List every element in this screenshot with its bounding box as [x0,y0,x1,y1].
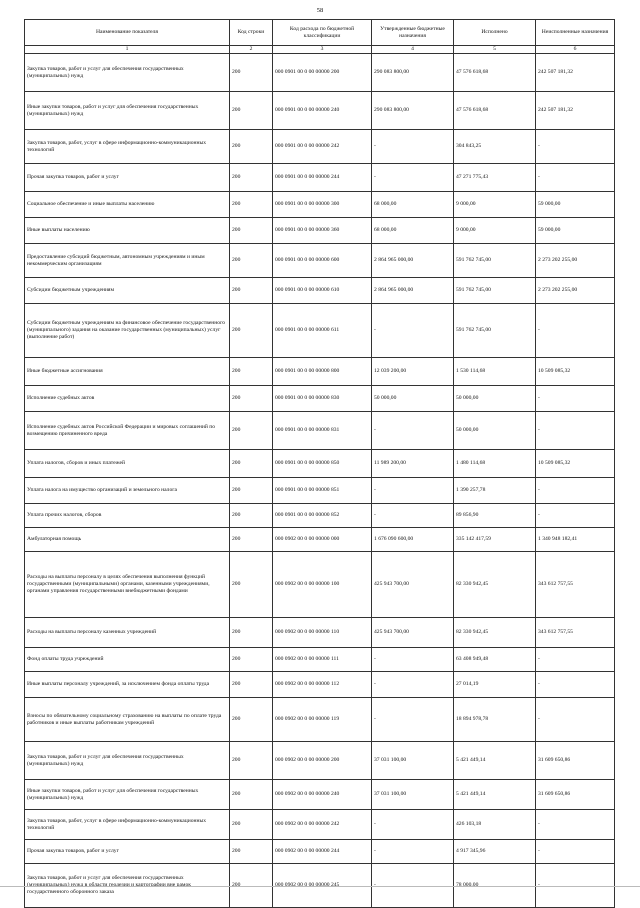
budget-execution-table [24,19,615,908]
row-line-code: 200 [230,810,273,840]
column-number: 2 [230,46,273,54]
row-line-code: 200 [230,698,273,742]
row-unexecuted-amount: - [536,130,615,164]
row-approved-amount: 2 864 965 000,00 [372,278,454,304]
row-budget-code: 000 0902 00 0 00 00000 100 [273,552,372,618]
row-approved-amount: 290 083 800,00 [372,54,454,92]
row-executed-amount: 426 103,18 [454,810,536,840]
row-name: Уплата налогов, сборов и иных платежей [25,450,230,478]
row-name: Расходы на выплаты персоналу казенных учреждений [25,618,230,648]
row-approved-amount: - [372,864,454,908]
page-number: 58 [316,7,324,14]
row-approved-amount: - [372,164,454,192]
table-row [25,164,615,192]
row-line-code: 200 [230,840,273,864]
row-line-code: 200 [230,618,273,648]
row-unexecuted-amount: - [536,698,615,742]
row-line-code: 200 [230,864,273,908]
row-budget-code: 000 0901 00 0 00 00000 852 [273,504,372,528]
table-row [25,412,615,450]
row-unexecuted-amount: 1 340 948 182,41 [536,528,615,552]
row-executed-amount: 47 576 618,68 [454,54,536,92]
row-unexecuted-amount: 31 609 650,86 [536,742,615,780]
row-budget-code: 000 0901 00 0 00 00000 300 [273,192,372,218]
table-row [25,278,615,304]
table-row [25,648,615,672]
row-executed-amount: 5 421 449,14 [454,780,536,810]
row-executed-amount: 335 142 417,59 [454,528,536,552]
row-budget-code: 000 0902 00 0 00 00000 200 [273,742,372,780]
row-unexecuted-amount: 2 273 202 255,00 [536,244,615,278]
row-executed-amount: 78 000,00 [454,864,536,908]
row-name: Амбулаторная помощь [25,528,230,552]
row-name: Закупка товаров, работ и услуг для обеспечения государственных (муниципальных) нужд в области геодезии и картографии вне рамок государственного оборонного заказа [25,864,230,908]
row-name: Взносы по обязательному социальному страхованию на выплаты по оплате труда работников и иные выплаты работникам учреждений [25,698,230,742]
column-number: 6 [536,46,615,54]
table-row [25,840,615,864]
row-unexecuted-amount: - [536,648,615,672]
row-name: Расходы на выплаты персоналу в целях обеспечения выполнения функций государственными (муниципальными) органами, казенными учреждениями, органами управления государственными внебюджетными фондами [25,552,230,618]
row-name: Уплата налога на имущество организаций и земельного налога [25,478,230,504]
page-bottom-rule [0,886,640,887]
row-budget-code: 000 0902 00 0 00 00000 110 [273,618,372,648]
row-approved-amount: - [372,840,454,864]
table-row [25,780,615,810]
row-budget-code: 000 0901 00 0 00 00000 200 [273,54,372,92]
table-row [25,244,615,278]
row-line-code: 200 [230,478,273,504]
row-unexecuted-amount: - [536,810,615,840]
row-budget-code: 000 0901 00 0 00 00000 800 [273,358,372,386]
header-budget-code: Код расхода по бюджетной классификации [273,20,372,46]
row-approved-amount: - [372,130,454,164]
row-name: Закупка товаров, работ, услуг в сфере информационно-коммуникационных технологий [25,810,230,840]
row-executed-amount: 50 000,00 [454,412,536,450]
table-row [25,742,615,780]
row-executed-amount: 9 000,00 [454,218,536,244]
row-line-code: 200 [230,780,273,810]
row-approved-amount: 12 039 200,00 [372,358,454,386]
table-row [25,450,615,478]
row-line-code: 200 [230,218,273,244]
row-approved-amount: 68 000,00 [372,218,454,244]
row-name: Предоставление субсидий бюджетным, автономным учреждениям и иным некоммерческим организациям [25,244,230,278]
row-approved-amount: 2 864 965 000,00 [372,244,454,278]
header-executed: Исполнено [454,20,536,46]
row-budget-code: 000 0901 00 0 00 00000 831 [273,412,372,450]
header-name: Наименование показателя [25,20,230,46]
row-approved-amount: - [372,810,454,840]
row-executed-amount: 27 014,19 [454,672,536,698]
column-number: 4 [372,46,454,54]
table-row [25,672,615,698]
row-approved-amount: - [372,648,454,672]
row-approved-amount: - [372,304,454,358]
row-budget-code: 000 0902 00 0 00 00000 000 [273,528,372,552]
table-row [25,92,615,130]
row-line-code: 200 [230,386,273,412]
row-unexecuted-amount: 343 612 757,55 [536,552,615,618]
column-number: 3 [273,46,372,54]
row-name: Иные закупки товаров, работ и услуг для обеспечения государственных (муниципальных) нужд [25,780,230,810]
row-unexecuted-amount: 242 507 181,32 [536,92,615,130]
row-unexecuted-amount: - [536,386,615,412]
table-row [25,618,615,648]
row-budget-code: 000 0902 00 0 00 00000 112 [273,672,372,698]
row-executed-amount: 1 480 114,68 [454,450,536,478]
row-line-code: 200 [230,92,273,130]
row-budget-code: 000 0901 00 0 00 00000 600 [273,244,372,278]
header-unexecuted: Неисполненные назначения [536,20,615,46]
row-budget-code: 000 0901 00 0 00 00000 244 [273,164,372,192]
row-executed-amount: 18 894 978,78 [454,698,536,742]
row-approved-amount: - [372,672,454,698]
row-name: Исполнение судебных актов Российской Федерации и мировых соглашений по возмещению причиненного вреда [25,412,230,450]
row-budget-code: 000 0902 00 0 00 00000 111 [273,648,372,672]
row-line-code: 200 [230,552,273,618]
row-name: Иные выплаты населению [25,218,230,244]
row-executed-amount: 50 000,00 [454,386,536,412]
row-unexecuted-amount: - [536,478,615,504]
row-budget-code: 000 0901 00 0 00 00000 850 [273,450,372,478]
table-row [25,810,615,840]
row-line-code: 200 [230,672,273,698]
row-executed-amount: 591 762 745,00 [454,304,536,358]
column-number-row [25,46,615,54]
row-unexecuted-amount: - [536,164,615,192]
row-budget-code: 000 0901 00 0 00 00000 240 [273,92,372,130]
row-approved-amount: - [372,412,454,450]
row-line-code: 200 [230,164,273,192]
table-row [25,478,615,504]
row-approved-amount: 1 676 090 600,00 [372,528,454,552]
table-row [25,386,615,412]
row-approved-amount: 425 943 700,00 [372,552,454,618]
row-budget-code: 000 0901 00 0 00 00000 830 [273,386,372,412]
row-line-code: 200 [230,278,273,304]
row-unexecuted-amount: 59 000,00 [536,192,615,218]
row-line-code: 200 [230,742,273,780]
row-executed-amount: 63 408 949,48 [454,648,536,672]
row-name: Иные закупки товаров, работ и услуг для обеспечения государственных (муниципальных) нужд [25,92,230,130]
row-name: Фонд оплаты труда учреждений [25,648,230,672]
row-budget-code: 000 0902 00 0 00 00000 245 [273,864,372,908]
table-row [25,130,615,164]
row-executed-amount: 1 390 257,78 [454,478,536,504]
header-line-code: Код строки [230,20,273,46]
row-name: Закупка товаров, работ, услуг в сфере информационно-коммуникационных технологий [25,130,230,164]
table-row [25,528,615,552]
row-unexecuted-amount: - [536,304,615,358]
row-line-code: 200 [230,54,273,92]
row-line-code: 200 [230,504,273,528]
table-row [25,192,615,218]
row-budget-code: 000 0901 00 0 00 00000 851 [273,478,372,504]
table-row [25,304,615,358]
row-executed-amount: 47 271 775,43 [454,164,536,192]
row-approved-amount: 50 000,00 [372,386,454,412]
table-row [25,698,615,742]
row-approved-amount: 68 000,00 [372,192,454,218]
row-approved-amount: - [372,478,454,504]
row-unexecuted-amount: 59 000,00 [536,218,615,244]
row-budget-code: 000 0901 00 0 00 00000 611 [273,304,372,358]
row-unexecuted-amount: 10 509 085,32 [536,450,615,478]
row-name: Уплата прочих налогов, сборов [25,504,230,528]
row-executed-amount: 47 576 618,68 [454,92,536,130]
row-name: Прочая закупка товаров, работ и услуг [25,840,230,864]
row-executed-amount: 9 000,00 [454,192,536,218]
table-row [25,218,615,244]
row-name: Иные выплаты персоналу учреждений, за исключением фонда оплаты труда [25,672,230,698]
row-approved-amount: 425 943 700,00 [372,618,454,648]
row-approved-amount: - [372,698,454,742]
row-executed-amount: 591 762 745,00 [454,244,536,278]
row-approved-amount: 11 989 200,00 [372,450,454,478]
row-name: Закупка товаров, работ и услуг для обеспечения государственных (муниципальных) нужд [25,742,230,780]
row-line-code: 200 [230,528,273,552]
table-row [25,358,615,386]
row-name: Субсидии бюджетным учреждениям [25,278,230,304]
row-unexecuted-amount: - [536,840,615,864]
row-executed-amount: 89 856,90 [454,504,536,528]
row-approved-amount: 37 031 100,00 [372,742,454,780]
row-approved-amount: 37 031 100,00 [372,780,454,810]
row-line-code: 200 [230,412,273,450]
row-name: Прочая закупка товаров, работ и услуг [25,164,230,192]
row-line-code: 200 [230,304,273,358]
row-line-code: 200 [230,648,273,672]
row-line-code: 200 [230,450,273,478]
row-budget-code: 000 0901 00 0 00 00000 360 [273,218,372,244]
row-executed-amount: 591 762 745,00 [454,278,536,304]
row-line-code: 200 [230,358,273,386]
row-unexecuted-amount: 10 509 085,32 [536,358,615,386]
row-line-code: 200 [230,130,273,164]
header-approved: Утвержденные бюджетные назначения [372,20,454,46]
row-budget-code: 000 0902 00 0 00 00000 244 [273,840,372,864]
row-name: Иные бюджетные ассигнования [25,358,230,386]
row-unexecuted-amount: - [536,504,615,528]
row-unexecuted-amount: 343 612 757,55 [536,618,615,648]
row-executed-amount: 82 330 942,45 [454,552,536,618]
table-row [25,504,615,528]
row-name: Закупка товаров, работ и услуг для обеспечения государственных (муниципальных) нужд [25,54,230,92]
row-approved-amount: 290 083 800,00 [372,92,454,130]
row-name: Социальное обеспечение и иные выплаты населению [25,192,230,218]
row-unexecuted-amount: 242 507 181,32 [536,54,615,92]
row-name: Субсидии бюджетным учреждениям на финансовое обеспечение государственного (муниципального) задания на оказание государственных (муниципальных) услуг (выполнение работ) [25,304,230,358]
row-executed-amount: 5 421 449,14 [454,742,536,780]
row-budget-code: 000 0901 00 0 00 00000 242 [273,130,372,164]
row-unexecuted-amount: 31 609 650,86 [536,780,615,810]
row-unexecuted-amount: 2 273 202 255,00 [536,278,615,304]
row-budget-code: 000 0901 00 0 00 00000 610 [273,278,372,304]
row-executed-amount: 82 330 942,45 [454,618,536,648]
row-budget-code: 000 0902 00 0 00 00000 242 [273,810,372,840]
row-executed-amount: 1 530 114,68 [454,358,536,386]
row-unexecuted-amount: - [536,672,615,698]
column-number: 5 [454,46,536,54]
row-line-code: 200 [230,192,273,218]
table-row [25,54,615,92]
row-budget-code: 000 0902 00 0 00 00000 119 [273,698,372,742]
row-executed-amount: 4 917 345,96 [454,840,536,864]
row-line-code: 200 [230,244,273,278]
table-row [25,552,615,618]
header-row [25,20,615,46]
row-budget-code: 000 0902 00 0 00 00000 240 [273,780,372,810]
column-number: 1 [25,46,230,54]
row-executed-amount: 304 843,25 [454,130,536,164]
row-unexecuted-amount: - [536,864,615,908]
row-name: Исполнение судебных актов [25,386,230,412]
row-unexecuted-amount: - [536,412,615,450]
row-approved-amount: - [372,504,454,528]
